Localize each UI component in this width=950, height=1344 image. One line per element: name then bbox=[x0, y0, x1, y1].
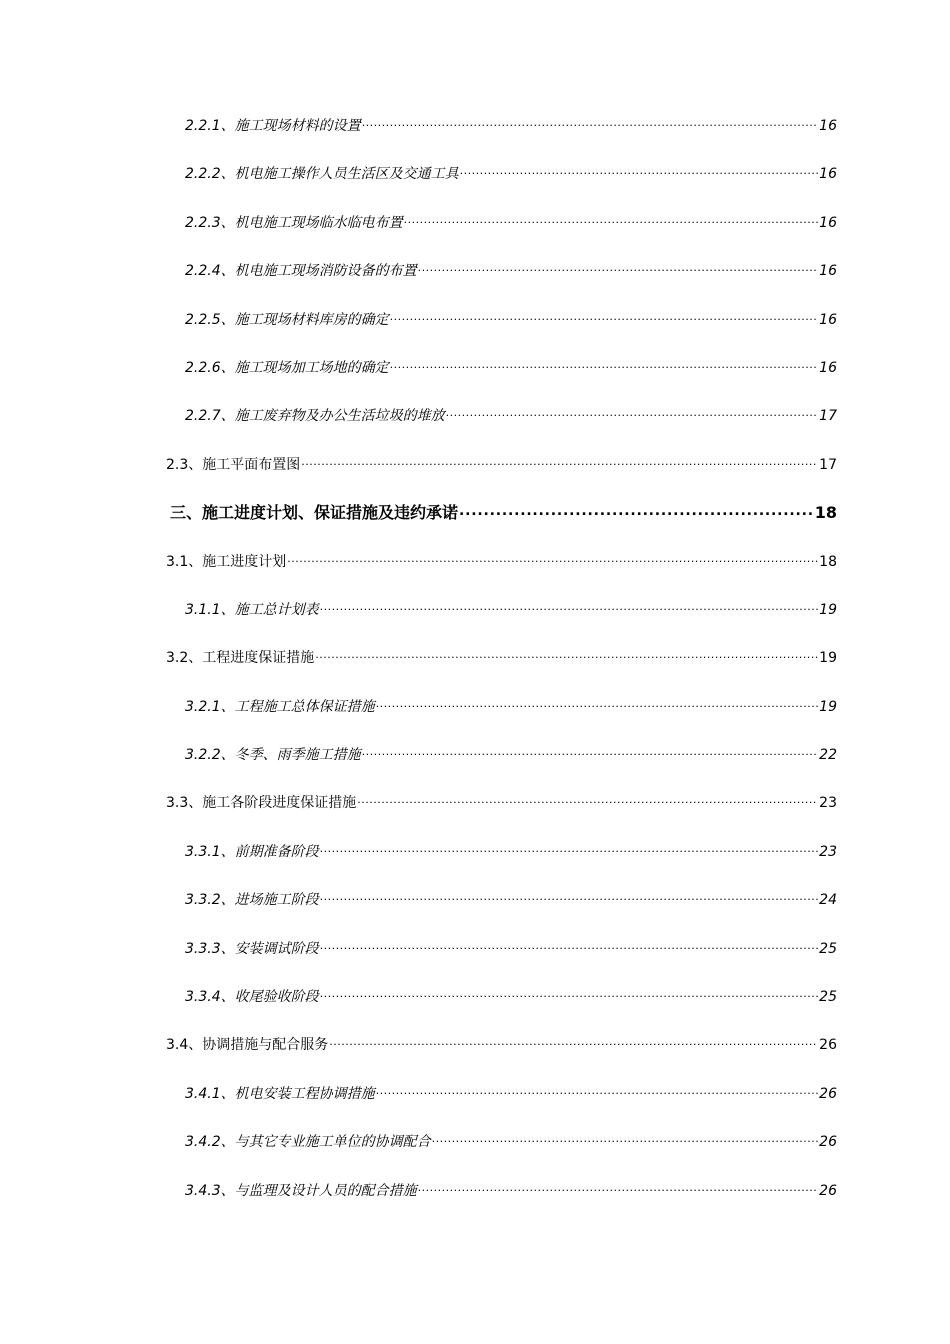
toc-entry-title: 3.2、工程进度保证措施 bbox=[166, 650, 315, 667]
dot-leader bbox=[418, 1181, 819, 1195]
toc-entry-page: 25 bbox=[819, 940, 837, 957]
toc-entry-page: 26 bbox=[819, 1182, 837, 1199]
toc-entry-title: 3.3.2、进场施工阶段 bbox=[185, 892, 319, 909]
toc-entry[interactable] bbox=[0, 1029, 950, 1077]
toc-entry[interactable] bbox=[0, 594, 950, 642]
toc-entry-title: 3.4.2、与其它专业施工单位的协调配合 bbox=[185, 1134, 431, 1151]
toc-entry-title: 3.3.1、前期准备阶段 bbox=[185, 843, 319, 860]
dot-leader bbox=[376, 697, 819, 711]
toc-entry-page: 18 bbox=[814, 503, 837, 523]
toc-entry-title: 3.3.3、安装调试阶段 bbox=[185, 940, 319, 957]
dot-leader bbox=[459, 504, 814, 518]
toc-entry[interactable] bbox=[0, 787, 950, 835]
toc-entry[interactable] bbox=[0, 1126, 950, 1174]
toc-entry-page: 18 bbox=[819, 553, 837, 570]
toc-entry[interactable] bbox=[0, 110, 950, 158]
toc-entry[interactable] bbox=[0, 691, 950, 739]
toc-entry-page: 22 bbox=[819, 747, 837, 764]
dot-leader bbox=[320, 842, 819, 856]
toc-entry-title: 2.2.3、机电施工现场临水临电布置 bbox=[185, 214, 403, 231]
toc-entry-title: 3.3、施工各阶段进度保证措施 bbox=[166, 795, 357, 812]
toc-entry-page: 17 bbox=[819, 456, 837, 473]
toc-entry-title: 2.2.4、机电施工现场消防设备的布置 bbox=[185, 263, 417, 280]
dot-leader bbox=[320, 987, 819, 1001]
toc-entry-page: 16 bbox=[819, 359, 837, 376]
toc-entry-title: 三、施工进度计划、保证措施及违约承诺 bbox=[170, 503, 459, 523]
toc-entry[interactable] bbox=[0, 546, 950, 594]
toc-entry-title: 3.3.4、收尾验收阶段 bbox=[185, 989, 319, 1006]
toc-entry-page: 16 bbox=[819, 311, 837, 328]
toc-entry[interactable] bbox=[0, 304, 950, 352]
toc-entry-page: 25 bbox=[819, 989, 837, 1006]
toc-entry-title: 3.4.3、与监理及设计人员的配合措施 bbox=[185, 1182, 417, 1199]
dot-leader bbox=[320, 890, 819, 904]
toc-entry[interactable] bbox=[0, 1078, 950, 1126]
dot-leader bbox=[315, 648, 818, 662]
toc-entry[interactable] bbox=[0, 836, 950, 884]
toc-entry[interactable] bbox=[0, 255, 950, 303]
toc-entry-title: 2.2.1、施工现场材料的设置 bbox=[185, 118, 361, 134]
toc-entry-page: 24 bbox=[819, 892, 837, 909]
toc-entry-title: 2.2.7、施工废弃物及办公生活垃圾的堆放 bbox=[185, 408, 445, 425]
toc-entry-page: 19 bbox=[819, 601, 837, 618]
toc-entry-title: 2.2.6、施工现场加工场地的确定 bbox=[185, 359, 389, 376]
toc-entry-page: 23 bbox=[819, 795, 837, 812]
toc-entry[interactable] bbox=[0, 739, 950, 787]
toc-entry[interactable] bbox=[0, 981, 950, 1029]
toc-entry-page: 19 bbox=[819, 698, 837, 715]
toc-entry-title: 2.3、施工平面布置图 bbox=[166, 456, 301, 473]
toc-entry-page: 26 bbox=[819, 1037, 837, 1054]
toc-entry-title: 3.1.1、施工总计划表 bbox=[185, 601, 319, 618]
toc-entry-page: 26 bbox=[819, 1085, 837, 1102]
toc-entry-title: 3.1、施工进度计划 bbox=[166, 553, 287, 570]
dot-leader bbox=[390, 358, 819, 372]
dot-leader bbox=[376, 1084, 819, 1098]
dot-leader bbox=[404, 213, 819, 227]
toc-entry-title: 3.4.1、机电安装工程协调措施 bbox=[185, 1085, 375, 1102]
toc-entry-title: 3.4、协调措施与配合服务 bbox=[166, 1037, 329, 1054]
toc-chapter-entry[interactable] bbox=[0, 497, 950, 545]
toc-entry[interactable] bbox=[0, 933, 950, 981]
toc-entry[interactable] bbox=[0, 449, 950, 497]
toc-entry-title: 3.2.2、冬季、雨季施工措施 bbox=[185, 747, 361, 764]
toc-entry-page: 17 bbox=[819, 408, 837, 425]
toc-entry[interactable] bbox=[0, 207, 950, 255]
dot-leader bbox=[460, 164, 819, 178]
toc-entry-page: 16 bbox=[819, 214, 837, 231]
toc-entry-page: 19 bbox=[819, 650, 837, 667]
toc-entry-page: 16 bbox=[819, 166, 837, 183]
table-of-contents bbox=[0, 110, 950, 1223]
dot-leader bbox=[301, 455, 818, 469]
toc-entry[interactable] bbox=[0, 400, 950, 448]
toc-entry-page: 16 bbox=[819, 118, 837, 134]
dot-leader bbox=[287, 552, 818, 566]
toc-entry-page: 23 bbox=[819, 843, 837, 860]
toc-entry-title: 2.2.2、机电施工操作人员生活区及交通工具 bbox=[185, 166, 459, 183]
toc-entry[interactable] bbox=[0, 158, 950, 206]
dot-leader bbox=[446, 406, 819, 420]
dot-leader bbox=[320, 939, 819, 953]
dot-leader bbox=[362, 745, 819, 759]
dot-leader bbox=[390, 310, 819, 324]
dot-leader bbox=[357, 793, 818, 807]
toc-entry[interactable] bbox=[0, 1175, 950, 1223]
dot-leader bbox=[320, 600, 819, 614]
dot-leader bbox=[329, 1035, 818, 1049]
toc-entry[interactable] bbox=[0, 352, 950, 400]
dot-leader bbox=[432, 1132, 819, 1146]
toc-entry-title: 3.2.1、工程施工总体保证措施 bbox=[185, 698, 375, 715]
toc-entry-page: 26 bbox=[819, 1134, 837, 1151]
toc-entry[interactable] bbox=[0, 642, 950, 690]
toc-entry-title: 2.2.5、施工现场材料库房的确定 bbox=[185, 311, 389, 328]
dot-leader bbox=[362, 116, 819, 130]
toc-entry[interactable] bbox=[0, 884, 950, 932]
dot-leader bbox=[418, 261, 819, 275]
toc-entry-page: 16 bbox=[819, 263, 837, 280]
